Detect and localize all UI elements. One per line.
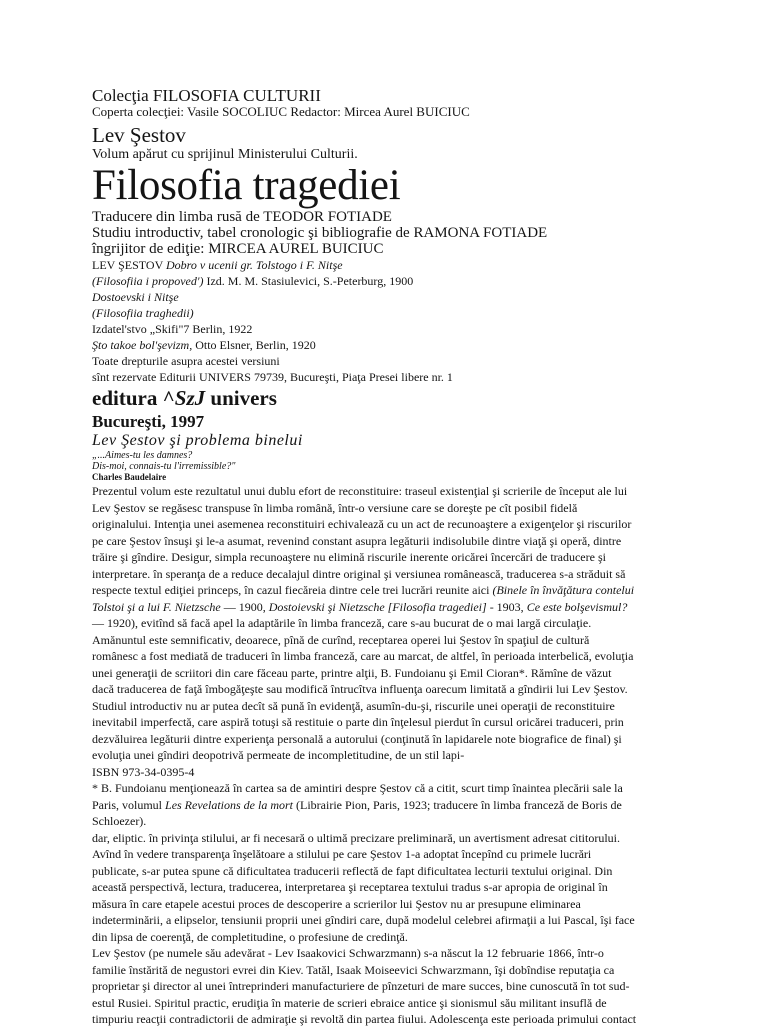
- body-line: originalului. Intenţia unei asemenea reconstituiri echivalează cu un act de recunoaştere a exigenţelor şi riscurilor: [92, 517, 632, 531]
- publication-place-year: Bucureşti, 1997: [92, 412, 205, 431]
- edition-line: Dostoevski i Nitşe: [92, 290, 179, 304]
- rights-notice: Toate drepturile asupra acestei versiuni: [92, 354, 280, 368]
- body-line: inevitabil imperfectă, care aspiră totuşi să restituie o parte din înţelesul pierdut în cursul oricărei traduceri, prin: [92, 715, 624, 729]
- body-line: Tolstoi şi a lui F. Nietzsche — 1900, Dostoievski şi Nietzsche [Filosofia tragediei] - 1903, Ce este bolşevismul?: [92, 599, 628, 614]
- body-line: unei generaţii de scriitori din care făceau parte, printre alţii, B. Fundoianu şi Emil Cioran*. Rămîne de văzut: [92, 665, 612, 680]
- body-line: românesc a fost mediată de traduceri în limba franceză, care au marcat, de altfel, în perioada interbelică, evoluţia: [92, 649, 634, 663]
- body-line: această perspectivă, lectura, traducerea, interpretarea şi receptarea textului tradus s-ar apropia de original în: [92, 880, 608, 894]
- body-text: [92, 483, 684, 1028]
- body-line: familie înstărită de negustori evrei din Kiev. Tatăl, Isaak Moiseevici Schwarzmann, îşi dobîndise reputaţia ca: [92, 962, 615, 977]
- body-line: Studiul introductiv nu ar putea decît să pună în evidenţă, asumîn-du-şi, riscurile unei operaţii de reconstituire: [92, 698, 615, 713]
- collection-name: Colecţia FILOSOFIA CULTURII: [92, 86, 321, 105]
- edition-line: Şto takoe bol'şevizm, Otto Elsner, Berlin, 1920: [92, 338, 316, 352]
- document-content: [92, 86, 684, 1028]
- body-line: trăire şi gîndire. Desigur, simpla recunoaştere nu elimină riscurile inerente oricărei încercări de traducere şi: [92, 550, 606, 564]
- body-line: indeterminării, a elipselor, tensiunii proprii unei gîndiri care, după modelul celebrei afirmaţii a lui Pascal, îşi face: [92, 913, 635, 927]
- body-line: dar, eliptic. în privinţa stilului, ar fi necesară o ultimă precizare preliminară, un avertisment adresat cititorului.: [92, 830, 620, 845]
- editor-credit: îngrijitor de ediţie: MIRCEA AUREL BUICIUC: [92, 241, 384, 257]
- body-line: dacă traducerea de faţă îmbogăţeşte sau modifică întrucîtva influenţa oarecum limitată a gîndirii lui Lev Şestov.: [92, 682, 628, 696]
- footnote-line: * B. Fundoianu menţionează în cartea sa de amintiri despre Şestov că a citit, scurt timp înaintea plecării sale la: [92, 781, 623, 795]
- author-name: Lev Şestov: [92, 123, 186, 147]
- body-line: — 1920), evitînd să facă apel la adaptările în limba franceză, care s-au bucurat de o mai largă circulaţie.: [92, 616, 592, 630]
- body-line: Lev Şestov (pe numele său adevărat - Lev Isaakovici Schwarzmann) s-a născut la 12 februarie 1866, într-o: [92, 946, 604, 960]
- body-line: publicate, s-ar putea spune că dificultatea traducerii reflectă de fapt dificultatea lecturii textului original. Din: [92, 863, 613, 878]
- body-line: Amănuntul este semnificativ, deoarece, pînă de curînd, receptarea operei lui Şestov în spaţiul de cultură: [92, 632, 590, 647]
- publisher-name: editura ^SzJ univers: [92, 386, 277, 410]
- body-line: pe care Şestov însuşi şi le-a asumat, revenind constant asupra legăturii indisolubile dintre viaţă şi operă, dintre: [92, 533, 622, 548]
- original-editions: [92, 257, 684, 385]
- book-title: Filosofia tragediei: [92, 162, 401, 209]
- body-line: proprietar şi director al unei întreprinderi manufacturiere de pînzeturi de mare succes, bine cunoscută în tot sud-: [92, 979, 630, 993]
- footnote-line: Schloezer).: [92, 814, 147, 828]
- body-line: evoluţia unei gîndiri deopotrivă permeate de incompletitudine, de un stil lapi-: [92, 748, 465, 762]
- body-line: timpuriu reacţii contradictorii de admiraţie şi revoltă din partea fiului. Adolescenţa este perioada primului contact: [92, 1012, 637, 1026]
- edition-line: Izdatel'stvo „Skifi"7 Berlin, 1922: [92, 322, 253, 336]
- edition-line: LEV ŞESTOV Dobro v ucenii gr. Tolstogo i F. Nitşe: [92, 258, 343, 272]
- epigraph-line: „...Aimes-tu les damnes?: [92, 450, 193, 461]
- body-line: Prezentul volum este rezultatul unui dublu efort de reconstituire: traseul existenţial şi scrierile de început ale lui: [92, 484, 628, 498]
- edition-line: (Filosofiia traghedii): [92, 306, 194, 320]
- body-line: interpretare. în speranţa de a reduce decalajul dintre original şi versiunea românească, traducerea s-a străduit să: [92, 566, 626, 581]
- body-line: Avînd în vedere transparenţa înşelătoare a stilului pe care Şestov 1-a adoptat începînd cu primele lucrări: [92, 847, 592, 861]
- cover-editor-credits: Coperta colecţiei: Vasile SOCOLIUC Redactor: Mircea Aurel BUICIUC: [92, 104, 470, 119]
- epigraph-author: Charles Baudelaire: [92, 472, 167, 482]
- body-line: respecte textul ediţiei princeps, în cazul fiecăreia dintre cele trei lucrări reunite aici (Binele în învăţătura contelui: [92, 583, 635, 597]
- body-line: dezvăluirea legăturii dintre experienţa personală a autorului (conţinută în lapidarele note biografice de final) şi: [92, 731, 622, 746]
- body-line: estul Rusiei. Spiritul practic, erudiţia în materie de scrieri ebraice antice şi sionismul său militant insuflă de: [92, 995, 607, 1010]
- study-credit: Studiu introductiv, tabel cronologic şi bibliografie de RAMONA FOTIADE: [92, 225, 548, 241]
- edition-line: (Filosofiia i propoved') Izd. M. M. Stasiulevici, S.-Peterburg, 1900: [92, 274, 414, 288]
- epigraph-line: Dis-moi, connais-tu l'irremissible?": [92, 461, 236, 472]
- body-line: măsura în care etapele acestui proces de descoperire a scrierilor lui Şestov nu ar presupune eliminarea: [92, 896, 581, 911]
- footnote-line: Paris, volumul Les Revelations de la mort (Librairie Pion, Paris, 1923; traducere în limba franceză de Boris de: [92, 797, 622, 812]
- ministry-support-note: Volum apărut cu sprijinul Ministerului Culturii.: [92, 147, 358, 162]
- epigraph: [92, 450, 684, 483]
- study-title: Lev Şestov şi problema binelui: [92, 432, 303, 449]
- translator-credit: Traducere din limba rusă de TEODOR FOTIADE: [92, 209, 392, 225]
- body-line: din lipsa de coerenţă, de completitudine, o profesiune de credinţă.: [92, 929, 408, 944]
- isbn: ISBN 973-34-0395-4: [92, 764, 195, 779]
- body-line: Lev Şestov se regăsesc transpuse în limba română, într-o versiune care se doreşte pe cît posibil fidelă: [92, 500, 578, 515]
- rights-notice: sînt rezervate Editurii UNIVERS 79739, Bucureşti, Piaţa Presei libere nr. 1: [92, 370, 453, 384]
